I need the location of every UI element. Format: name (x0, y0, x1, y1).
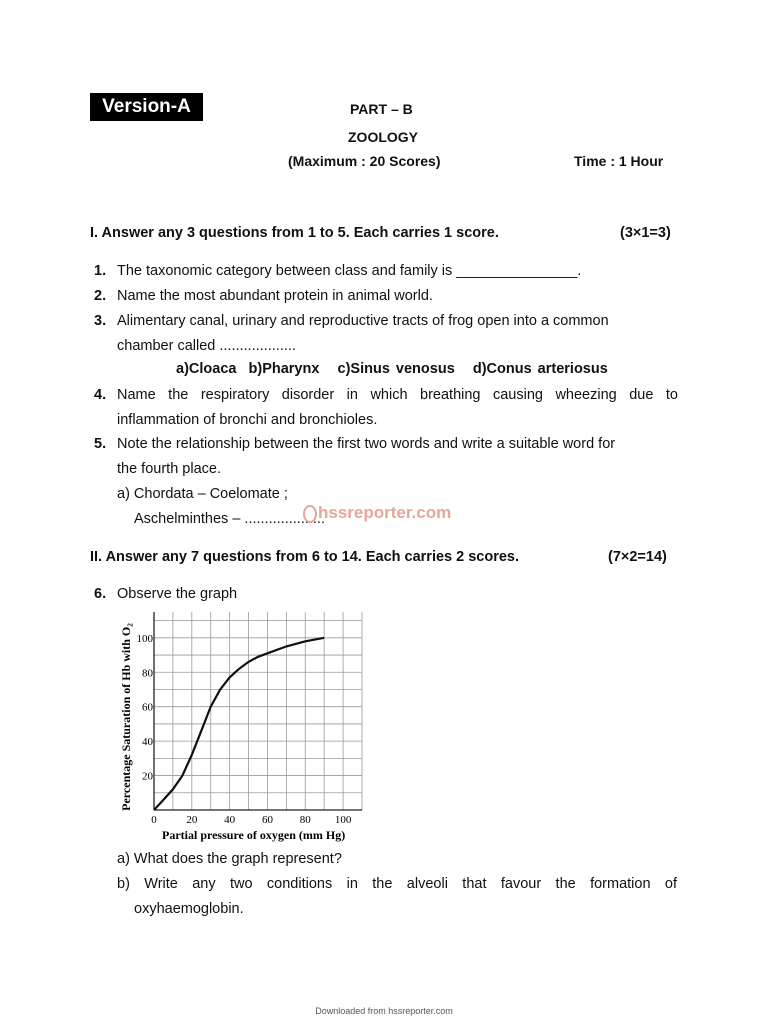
x-tick-label: 40 (224, 814, 236, 826)
question-text: Alimentary canal, urinary and reproductive tracts of frog open into a common (117, 313, 609, 329)
x-tick-label: 60 (261, 814, 273, 826)
section1-marks: (3×1=3) (620, 225, 671, 241)
option-b: b)Pharynx (248, 361, 320, 377)
watermark-text: hssreporter.com (318, 503, 452, 522)
chart-xlabel: Partial pressure of oxygen (mm Hg) (162, 828, 346, 842)
q6-part-b: b) Write any two conditions in the alveoli that favour the formation of (117, 876, 677, 892)
chart-ticks (137, 633, 352, 826)
subject-title: ZOOLOGY (348, 129, 418, 145)
page-footer: Downloaded from hssreporter.com (315, 1006, 453, 1016)
question-number: 6. (94, 586, 107, 602)
y-tick-label: 40 (142, 736, 153, 749)
question-number: 3. (94, 313, 107, 329)
question-text: The taxonomic category between class and family is _______________. (117, 263, 582, 279)
question-text-line2: the fourth place. (117, 461, 221, 477)
q5-pair1: a) Chordata – Coelomate ; (117, 486, 288, 502)
option-c: c)Sinus venosus (337, 361, 455, 377)
version-label: Version-A (90, 93, 203, 121)
question-text: Observe the graph (117, 586, 238, 602)
chart-grid (154, 612, 362, 810)
question-text: Note the relationship between the first two words and write a suitable word for (117, 436, 616, 452)
watermark (303, 503, 451, 523)
q3-options (176, 361, 608, 377)
x-tick-label: 0 (151, 814, 157, 826)
question-5 (94, 432, 678, 482)
question-text: Name the most abundant protein in animal world. (117, 288, 433, 304)
option-a: a)Cloaca (176, 361, 237, 377)
chart-ylabel: Percentage Saturation of Hb with O₂ (119, 623, 133, 811)
x-tick-label: 80 (299, 814, 311, 826)
question-text: Name the respiratory disorder in which breathing causing wheezing due to (117, 387, 678, 403)
question-text-line2: chamber called ................... (117, 338, 296, 354)
question-number: 2. (94, 288, 107, 304)
section2-instruction: II. Answer any 7 questions from 6 to 14. Each carries 2 scores. (90, 549, 520, 565)
max-scores: (Maximum : 20 Scores) (288, 153, 441, 169)
y-tick-label: 20 (142, 770, 153, 783)
question-text-line2: inflammation of bronchi and bronchioles. (117, 412, 378, 428)
section1-instruction: I. Answer any 3 questions from 1 to 5. Each carries 1 score. (90, 225, 499, 241)
question-number: 5. (94, 436, 107, 452)
question-4 (94, 383, 678, 433)
watermark-logo-icon (303, 505, 317, 523)
time-allowed: Time : 1 Hour (574, 153, 664, 169)
oxygen-dissociation-chart (112, 604, 372, 852)
q6-part-b-line2: oxyhaemoglobin. (134, 901, 244, 917)
x-tick-label: 20 (186, 814, 198, 826)
y-tick-label: 80 (142, 667, 153, 680)
x-tick-label: 100 (334, 814, 352, 826)
section2-marks: (7×2=14) (608, 549, 667, 565)
option-d: d)Conus arteriosus (472, 361, 608, 377)
y-tick-label: 100 (136, 632, 153, 645)
question-number: 4. (94, 387, 107, 403)
question-3 (94, 309, 678, 359)
question-2 (94, 284, 678, 309)
y-tick-label: 60 (142, 701, 153, 714)
q6-part-a: a) What does the graph represent? (117, 851, 342, 867)
question-1 (94, 259, 678, 284)
q5-pair2: Aschelminthes – .................... (134, 511, 325, 527)
part-title: PART – B (350, 101, 413, 117)
question-number: 1. (94, 263, 107, 279)
